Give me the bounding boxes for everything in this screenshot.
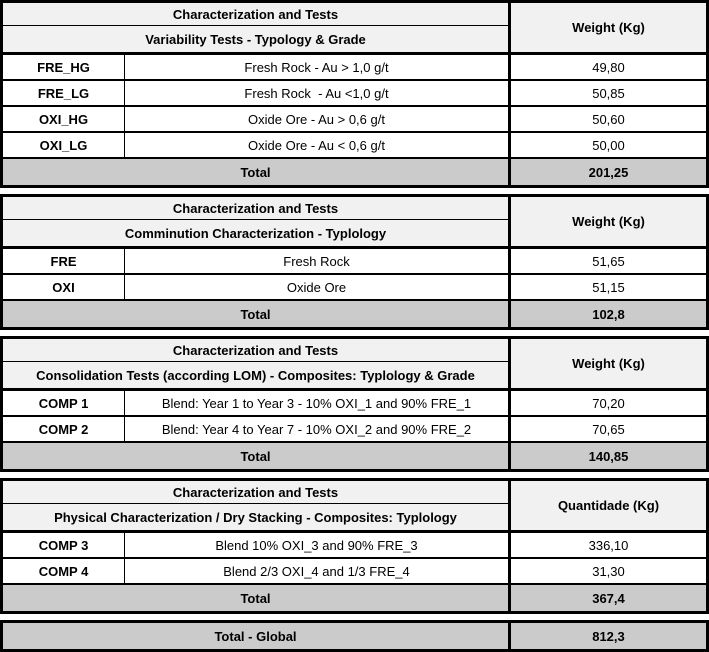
table-row (3, 557, 706, 583)
table-row (3, 391, 706, 415)
weight-column-header: Weight (Kg) (511, 197, 706, 246)
section-title: Characterization and Tests (3, 3, 508, 26)
total-row (3, 583, 706, 611)
section-header-left (3, 197, 511, 246)
total-value: 201,25 (588, 164, 629, 180)
weight-value-cell: 70,65 (592, 421, 625, 437)
total-label: Total (3, 585, 511, 611)
total-label: Total (3, 301, 511, 327)
total-row (3, 299, 706, 327)
total-label: Total (3, 443, 511, 469)
global-total-row (0, 620, 709, 652)
total-row (3, 441, 706, 469)
sample-code-cell: COMP 1 (3, 391, 125, 415)
weight-value-cell: 50,00 (592, 137, 625, 153)
sample-code-cell: FRE (3, 249, 125, 273)
section-title: Characterization and Tests (3, 197, 508, 220)
section-header-left (3, 3, 511, 52)
weight-value-cell: 31,30 (592, 563, 625, 579)
weight-value-cell: 49,80 (592, 59, 625, 75)
section-physical-dry-stacking (0, 478, 709, 614)
total-value: 102,8 (592, 306, 625, 322)
sample-code-cell: OXI (3, 275, 125, 299)
table-row (3, 273, 706, 299)
section-subtitle: Physical Characterization / Dry Stacking - Composites: Typlology (3, 504, 508, 530)
section-title: Characterization and Tests (3, 339, 508, 362)
weight-column-header: Quantidade (Kg) (511, 481, 706, 530)
description-cell: Blend: Year 1 to Year 3 - 10% OXI_1 and 90% FRE_1 (125, 391, 511, 415)
section-header-left (3, 481, 511, 530)
description-cell: Blend 2/3 OXI_4 and 1/3 FRE_4 (125, 559, 511, 583)
description-cell: Oxide Ore - Au > 0,6 g/t (125, 107, 511, 131)
description-cell: Fresh Rock - Au <1,0 g/t (125, 81, 511, 105)
description-cell: Blend 10% OXI_3 and 90% FRE_3 (125, 533, 511, 557)
weight-value-cell: 70,20 (592, 395, 625, 411)
section-variability-tests (0, 0, 709, 188)
weight-value-cell: 51,65 (592, 253, 625, 269)
section-header (3, 197, 706, 249)
sample-code-cell: COMP 3 (3, 533, 125, 557)
table-row (3, 415, 706, 441)
section-header (3, 339, 706, 391)
weight-column-header: Weight (Kg) (511, 3, 706, 52)
table-row (3, 131, 706, 157)
sample-code-cell: COMP 2 (3, 417, 125, 441)
section-header (3, 481, 706, 533)
sample-code-cell: FRE_HG (3, 55, 125, 79)
sample-code-cell: COMP 4 (3, 559, 125, 583)
section-title: Characterization and Tests (3, 481, 508, 504)
table-row (3, 533, 706, 557)
total-row (3, 157, 706, 185)
total-value: 140,85 (588, 448, 629, 464)
sample-code-cell: FRE_LG (3, 81, 125, 105)
section-consolidation (0, 336, 709, 472)
sample-code-cell: OXI_LG (3, 133, 125, 157)
description-cell: Fresh Rock - Au > 1,0 g/t (125, 55, 511, 79)
description-cell: Oxide Ore - Au < 0,6 g/t (125, 133, 511, 157)
weight-column-header: Weight (Kg) (511, 339, 706, 388)
table-row (3, 249, 706, 273)
weight-value-cell: 336,10 (588, 537, 629, 553)
total-value: 367,4 (592, 590, 625, 606)
weight-value-cell: 50,85 (592, 85, 625, 101)
global-total-label: Total - Global (3, 623, 511, 649)
table-row (3, 55, 706, 79)
section-header-left (3, 339, 511, 388)
description-cell: Blend: Year 4 to Year 7 - 10% OXI_2 and 90% FRE_2 (125, 417, 511, 441)
weight-value-cell: 50,60 (592, 111, 625, 127)
weight-value-cell: 51,15 (592, 279, 625, 295)
description-cell: Fresh Rock (125, 249, 511, 273)
global-total-value: 812,3 (592, 628, 625, 644)
section-subtitle: Comminution Characterization - Typlology (3, 220, 508, 246)
total-label: Total (3, 159, 511, 185)
section-subtitle: Variability Tests - Typology & Grade (3, 26, 508, 52)
sample-code-cell: OXI_HG (3, 107, 125, 131)
section-comminution (0, 194, 709, 330)
section-subtitle: Consolidation Tests (according LOM) - Composites: Typlology & Grade (3, 362, 508, 388)
section-header (3, 3, 706, 55)
table-row (3, 105, 706, 131)
table-row (3, 79, 706, 105)
description-cell: Oxide Ore (125, 275, 511, 299)
